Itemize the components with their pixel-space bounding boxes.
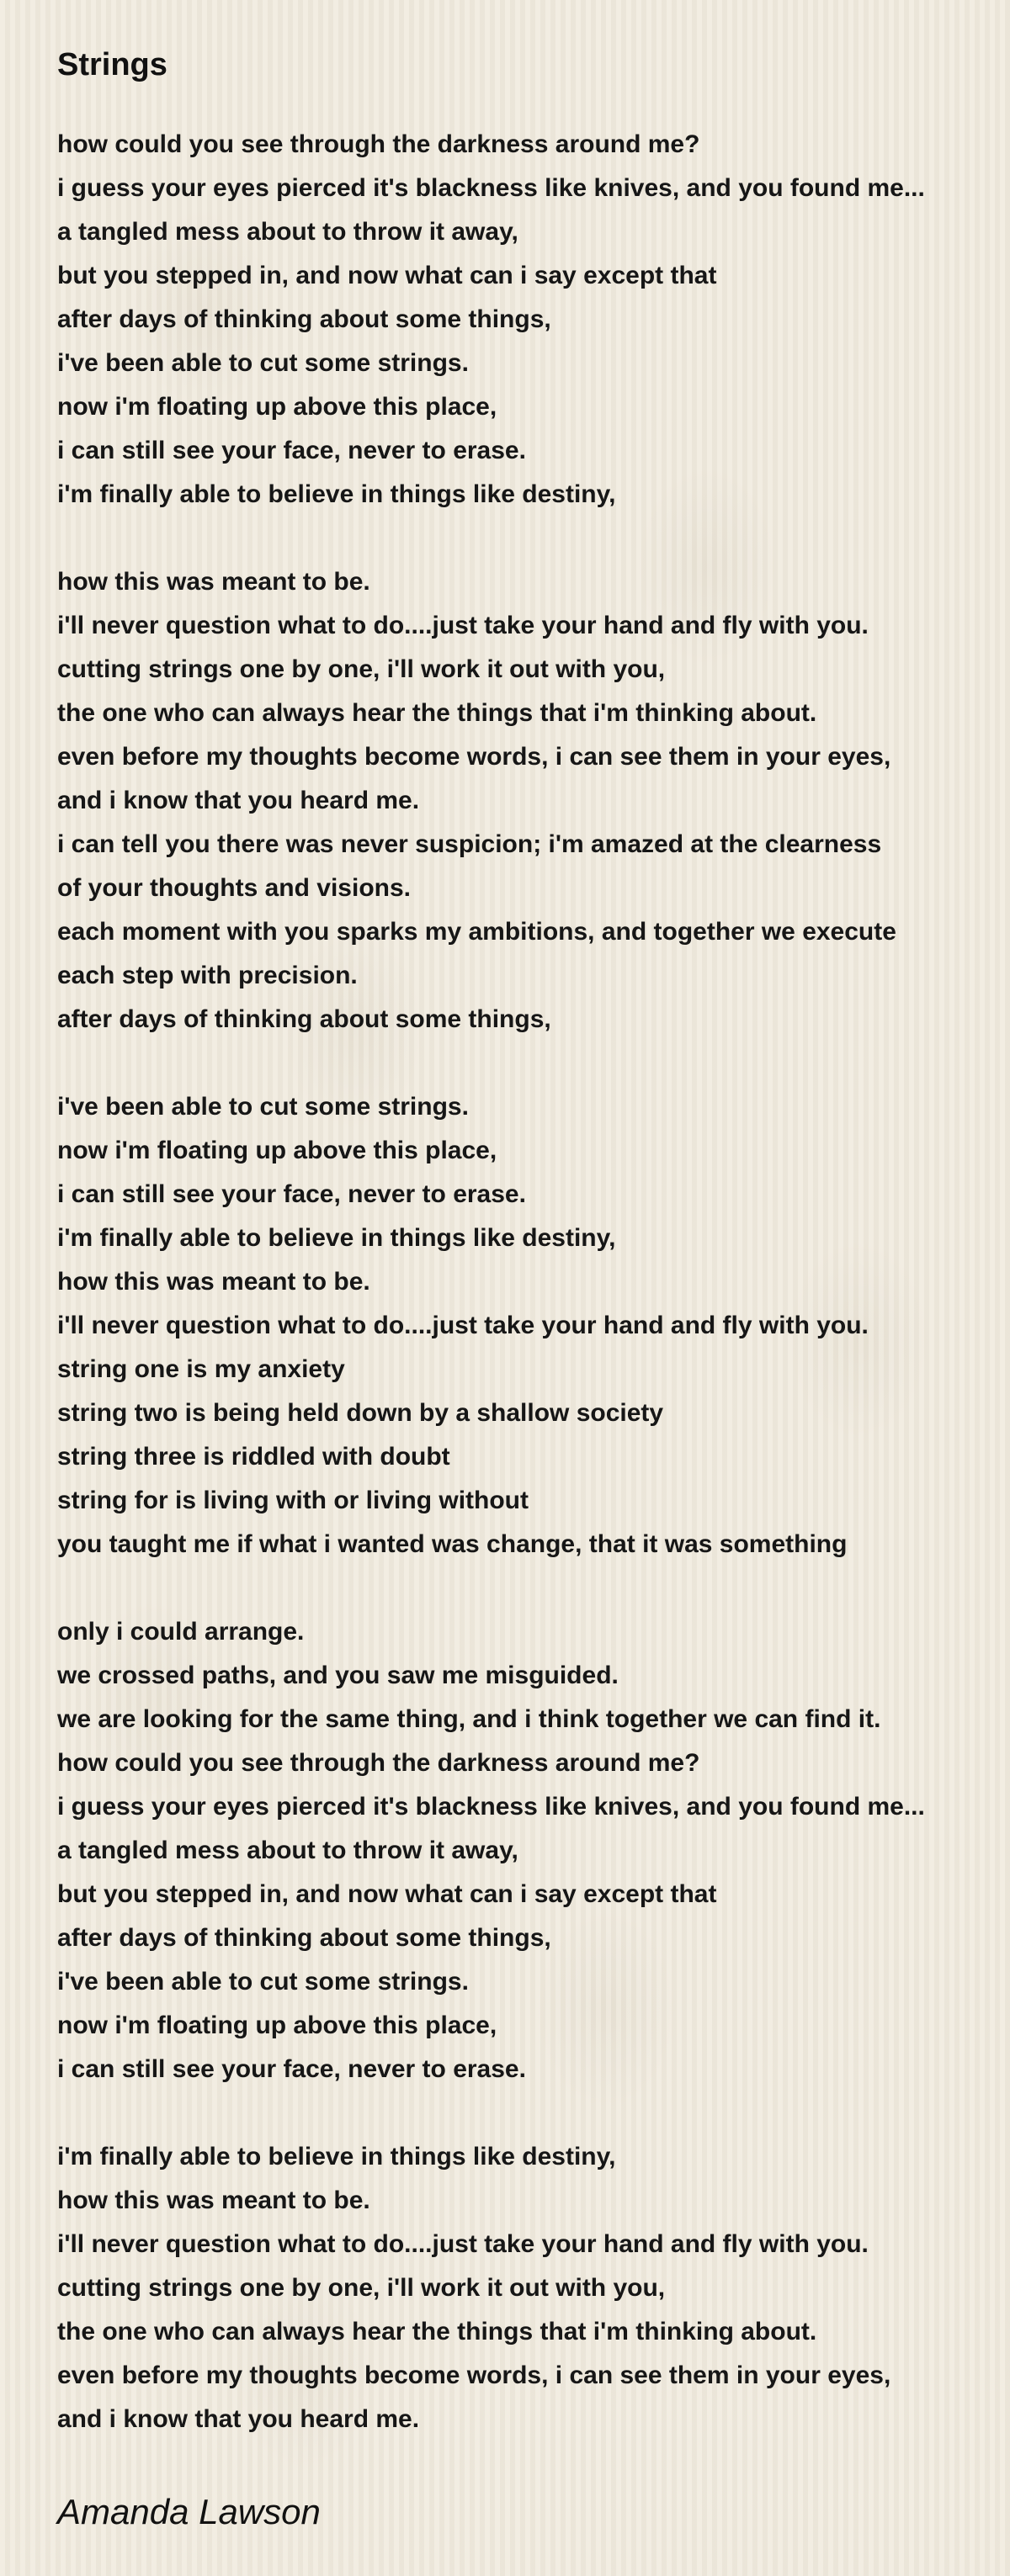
poem-line: how this was meant to be.: [57, 1268, 370, 1296]
stanza-1: [57, 123, 925, 517]
poem-line: i guess your eyes pierced it's blackness like knives, and you found me...: [57, 174, 925, 202]
poem-line: string two is being held down by a shallow society: [57, 1399, 664, 1427]
poem-line: each moment with you sparks my ambitions, and together we execute: [57, 918, 896, 946]
poem-line: how could you see through the darkness around me?: [57, 1749, 700, 1777]
poem-line: we are looking for the same thing, and i think together we can find it.: [57, 1705, 881, 1733]
poem-line: i'll never question what to do....just take your hand and fly with you.: [57, 612, 869, 639]
stanza-3: [57, 1085, 869, 1566]
poem-line: but you stepped in, and now what can i say except that: [57, 1880, 717, 1908]
poem-line: i guess your eyes pierced it's blackness like knives, and you found me...: [57, 1793, 925, 1821]
poem-line: i can still see your face, never to erase.: [57, 437, 526, 464]
poem-line: cutting strings one by one, i'll work it out with you,: [57, 655, 666, 683]
poem-line: but you stepped in, and now what can i say except that: [57, 262, 717, 289]
poem-line: after days of thinking about some things,: [57, 1924, 551, 1952]
stanza-2: [57, 560, 896, 1042]
poem-line: of your thoughts and visions.: [57, 874, 411, 902]
poem-line: we crossed paths, and you saw me misguided.: [57, 1662, 619, 1689]
poem-line: i can tell you there was never suspicion; i'm amazed at the clearness: [57, 830, 882, 858]
poem-line: now i'm floating up above this place,: [57, 1137, 497, 1164]
poem-line: even before my thoughts become words, i can see them in your eyes,: [57, 2361, 891, 2389]
poem-line: i can still see your face, never to erase.: [57, 1180, 526, 1208]
poem-line: a tangled mess about to throw it away,: [57, 1837, 518, 1864]
poem-author: Amanda Lawson: [57, 2492, 321, 2531]
poem-line: the one who can always hear the things that i'm thinking about.: [57, 699, 817, 727]
poem-line: how this was meant to be.: [57, 2186, 370, 2214]
poem-line: string one is my anxiety: [57, 1355, 345, 1383]
poem-line: you taught me if what i wanted was change, that it was something: [57, 1530, 848, 1558]
poem-line: i can still see your face, never to erase.: [57, 2055, 526, 2083]
poem-title: Strings: [57, 47, 167, 82]
poem-line: i've been able to cut some strings.: [57, 349, 469, 377]
poem-line: a tangled mess about to throw it away,: [57, 218, 518, 246]
poem-line: i'll never question what to do....just take your hand and fly with you.: [57, 2230, 869, 2258]
poem-line: string three is riddled with doubt: [57, 1443, 450, 1471]
poem-line: after days of thinking about some things,: [57, 305, 551, 333]
poem-line: now i'm floating up above this place,: [57, 393, 497, 421]
poem-line: cutting strings one by one, i'll work it out with you,: [57, 2274, 666, 2302]
poem-line: i'm finally able to believe in things like destiny,: [57, 480, 616, 508]
poem-line: i'm finally able to believe in things like destiny,: [57, 1224, 616, 1252]
poem-line: and i know that you heard me.: [57, 2405, 420, 2433]
poem-line: after days of thinking about some things,: [57, 1005, 551, 1033]
poem-line: now i'm floating up above this place,: [57, 2012, 497, 2039]
poem-line: i've been able to cut some strings.: [57, 1968, 469, 1996]
poem-line: only i could arrange.: [57, 1618, 305, 1646]
poem-line: i'm finally able to believe in things like destiny,: [57, 2143, 616, 2171]
stanza-4: [57, 1610, 925, 2091]
poem-line: each step with precision.: [57, 962, 358, 989]
poem-line: string for is living with or living without: [57, 1487, 529, 1514]
poem-line: how could you see through the darkness around me?: [57, 130, 700, 158]
poem-line: i've been able to cut some strings.: [57, 1093, 469, 1121]
poem-line: and i know that you heard me.: [57, 787, 420, 814]
poem-line: i'll never question what to do....just take your hand and fly with you.: [57, 1312, 869, 1339]
poem-line: the one who can always hear the things that i'm thinking about.: [57, 2318, 817, 2345]
poem-line: how this was meant to be.: [57, 568, 370, 596]
poem-line: even before my thoughts become words, i can see them in your eyes,: [57, 743, 891, 771]
stanza-5: [57, 2135, 890, 2441]
